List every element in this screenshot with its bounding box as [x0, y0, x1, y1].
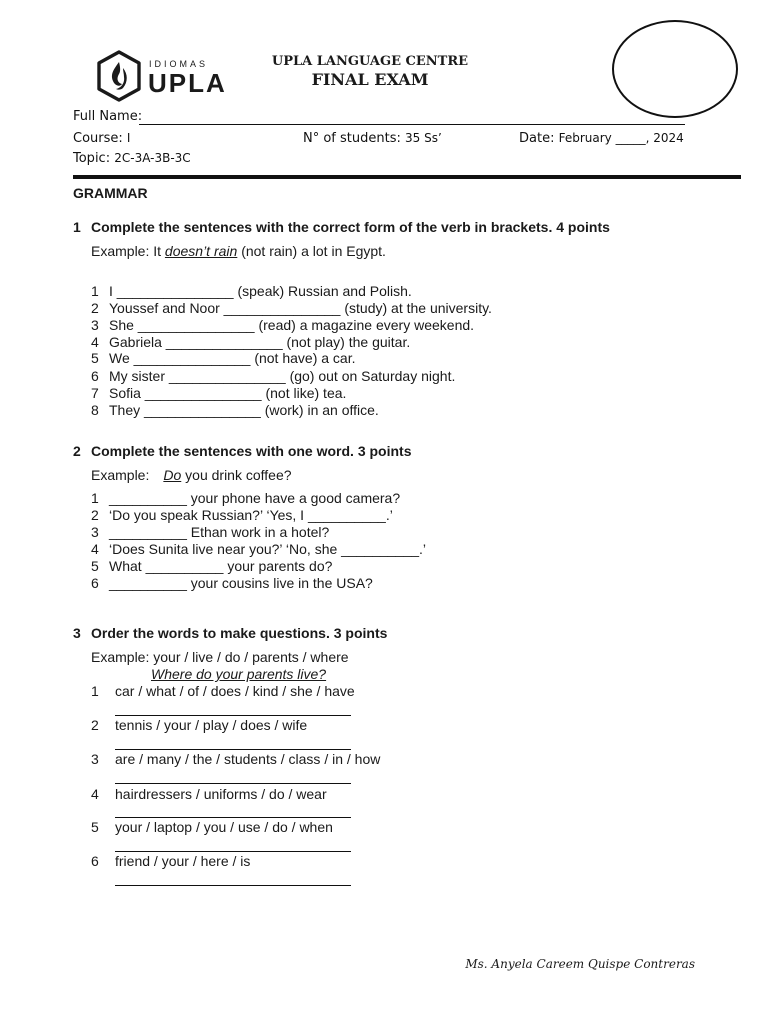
photo-oval [612, 20, 738, 118]
exercise-1-instructions: Complete the sentences with the correct form of the verb in brackets. 4 points [91, 219, 610, 235]
exercise-2-item [91, 524, 329, 540]
exercise-3-item [91, 853, 250, 869]
item-number: 2 [91, 300, 99, 316]
item-text: Sofia _______________ (not like) tea. [109, 385, 347, 401]
item-number: 5 [91, 819, 99, 835]
answer-line[interactable] [115, 715, 351, 716]
answer-line[interactable] [115, 783, 351, 784]
exercise-1-item [91, 350, 355, 366]
upla-logo [96, 50, 228, 102]
item-number: 5 [91, 350, 99, 366]
item-number: 6 [91, 853, 99, 869]
exercise-2-instructions: Complete the sentences with one word. 3 points [91, 443, 412, 459]
item-text: friend / your / here / is [115, 853, 251, 869]
item-text: hairdressers / uniforms / do / wear [115, 786, 327, 802]
item-text: __________ Ethan work in a hotel? [109, 524, 330, 540]
item-number: 1 [91, 490, 99, 506]
exercise-2-item [91, 558, 332, 574]
students-label: N° of students: [303, 131, 401, 146]
header-divider [73, 175, 741, 179]
exercise-2-item [91, 541, 426, 557]
exercise-2-number: 2 [73, 443, 81, 459]
item-number: 5 [91, 558, 99, 574]
exercise-3-title [73, 625, 387, 641]
exercise-1-item [91, 402, 379, 418]
item-text: __________ your cousins live in the USA? [109, 575, 373, 591]
example-2-prefix: Example: [91, 467, 150, 483]
date-field [519, 131, 684, 146]
exercise-1-item [91, 385, 346, 401]
item-text: ‘Does Sunita live near you?’ ‘No, she __________.’ [109, 541, 427, 557]
topic-value: 2C-3A-3B-3C [114, 151, 191, 165]
date-value: February _____, 2024 [558, 131, 684, 145]
item-number: 3 [91, 317, 99, 333]
example-1-suffix: (not rain) a lot in Egypt. [237, 243, 386, 259]
item-number: 6 [91, 575, 99, 591]
item-number: 1 [91, 283, 99, 299]
date-label: Date: [519, 131, 555, 146]
exercise-1-item [91, 317, 474, 333]
item-number: 7 [91, 385, 99, 401]
exercise-1-item [91, 334, 410, 350]
answer-line[interactable] [115, 885, 351, 886]
item-text: are / many / the / students / class / in / how [115, 751, 381, 767]
example-2-suffix: you drink coffee? [181, 467, 292, 483]
item-text: My sister _______________ (go) out on Saturday night. [109, 368, 456, 384]
exercise-2-item [91, 575, 373, 591]
example-1-answer: doesn’t rain [164, 243, 238, 259]
example-3-answer: Where do your parents live? [151, 666, 327, 682]
answer-line[interactable] [115, 817, 351, 818]
students-field [303, 131, 442, 146]
exercise-1-example [91, 243, 386, 259]
item-number: 4 [91, 334, 99, 350]
exercise-1-number: 1 [73, 219, 81, 235]
course-field [73, 131, 130, 146]
item-number: 2 [91, 507, 99, 523]
item-number: 1 [91, 683, 99, 699]
exercise-2-item [91, 507, 393, 523]
item-text: I _______________ (speak) Russian and Polish. [109, 283, 412, 299]
item-text: Gabriela _______________ (not play) the guitar. [109, 334, 411, 350]
item-number: 4 [91, 541, 99, 557]
exercise-2-item [91, 490, 400, 506]
item-text: What __________ your parents do? [109, 558, 333, 574]
item-text: ‘Do you speak Russian?’ ‘Yes, I __________.’ [109, 507, 393, 523]
students-value: 35 Ss’ [405, 131, 442, 145]
item-text: Youssef and Noor _______________ (study) at the university. [109, 300, 492, 316]
answer-line[interactable] [115, 749, 351, 750]
full-name-label: Full Name: [73, 109, 143, 124]
logo-text: UPLA [148, 68, 227, 98]
item-text: She _______________ (read) a magazine every weekend. [109, 317, 475, 333]
exam-title: FINAL EXAM [311, 70, 429, 89]
item-text: We _______________ (not have) a car. [109, 350, 356, 366]
example-1-prefix: Example: It [91, 243, 165, 259]
teacher-signature: Ms. Anyela Careem Quispe Contreras [465, 957, 695, 971]
exercise-2-example [91, 467, 292, 483]
exercise-3-instructions: Order the words to make questions. 3 points [91, 625, 388, 641]
logo-small-text: IDIOMAS [149, 59, 209, 69]
item-text: your / laptop / you / use / do / when [115, 819, 333, 835]
item-number: 6 [91, 368, 99, 384]
item-number: 2 [91, 717, 99, 733]
item-text: They _______________ (work) in an office. [109, 402, 379, 418]
exercise-3-example: Example: your / live / do / parents / where [91, 649, 349, 665]
centre-name: UPLA LANGUAGE CENTRE [271, 54, 469, 69]
exercise-3-item [91, 717, 307, 733]
section-title: GRAMMAR [73, 185, 148, 201]
item-number: 4 [91, 786, 99, 802]
exercise-1-item [91, 368, 455, 384]
course-label: Course: [73, 131, 123, 146]
exercise-3-number: 3 [73, 625, 81, 641]
exercise-1-title [73, 219, 610, 235]
full-name-field[interactable] [139, 124, 685, 125]
example-2-answer: Do [163, 467, 182, 483]
exercise-3-item [91, 786, 327, 802]
hexagon-flame-icon [96, 50, 142, 102]
item-text: car / what / of / does / kind / she / have [115, 683, 355, 699]
topic-field [73, 151, 191, 166]
exercise-3-item [91, 683, 355, 699]
course-value: I [126, 131, 131, 145]
exercise-3-item [91, 751, 380, 767]
exercise-1-item [91, 300, 492, 316]
item-number: 3 [91, 751, 99, 767]
item-text: __________ your phone have a good camera? [109, 490, 401, 506]
item-number: 8 [91, 402, 99, 418]
exercise-1-item [91, 283, 412, 299]
answer-line[interactable] [115, 851, 351, 852]
item-number: 3 [91, 524, 99, 540]
item-text: tennis / your / play / does / wife [115, 717, 308, 733]
exercise-3-item [91, 819, 333, 835]
topic-label: Topic: [73, 151, 111, 166]
exercise-2-title [73, 443, 412, 459]
